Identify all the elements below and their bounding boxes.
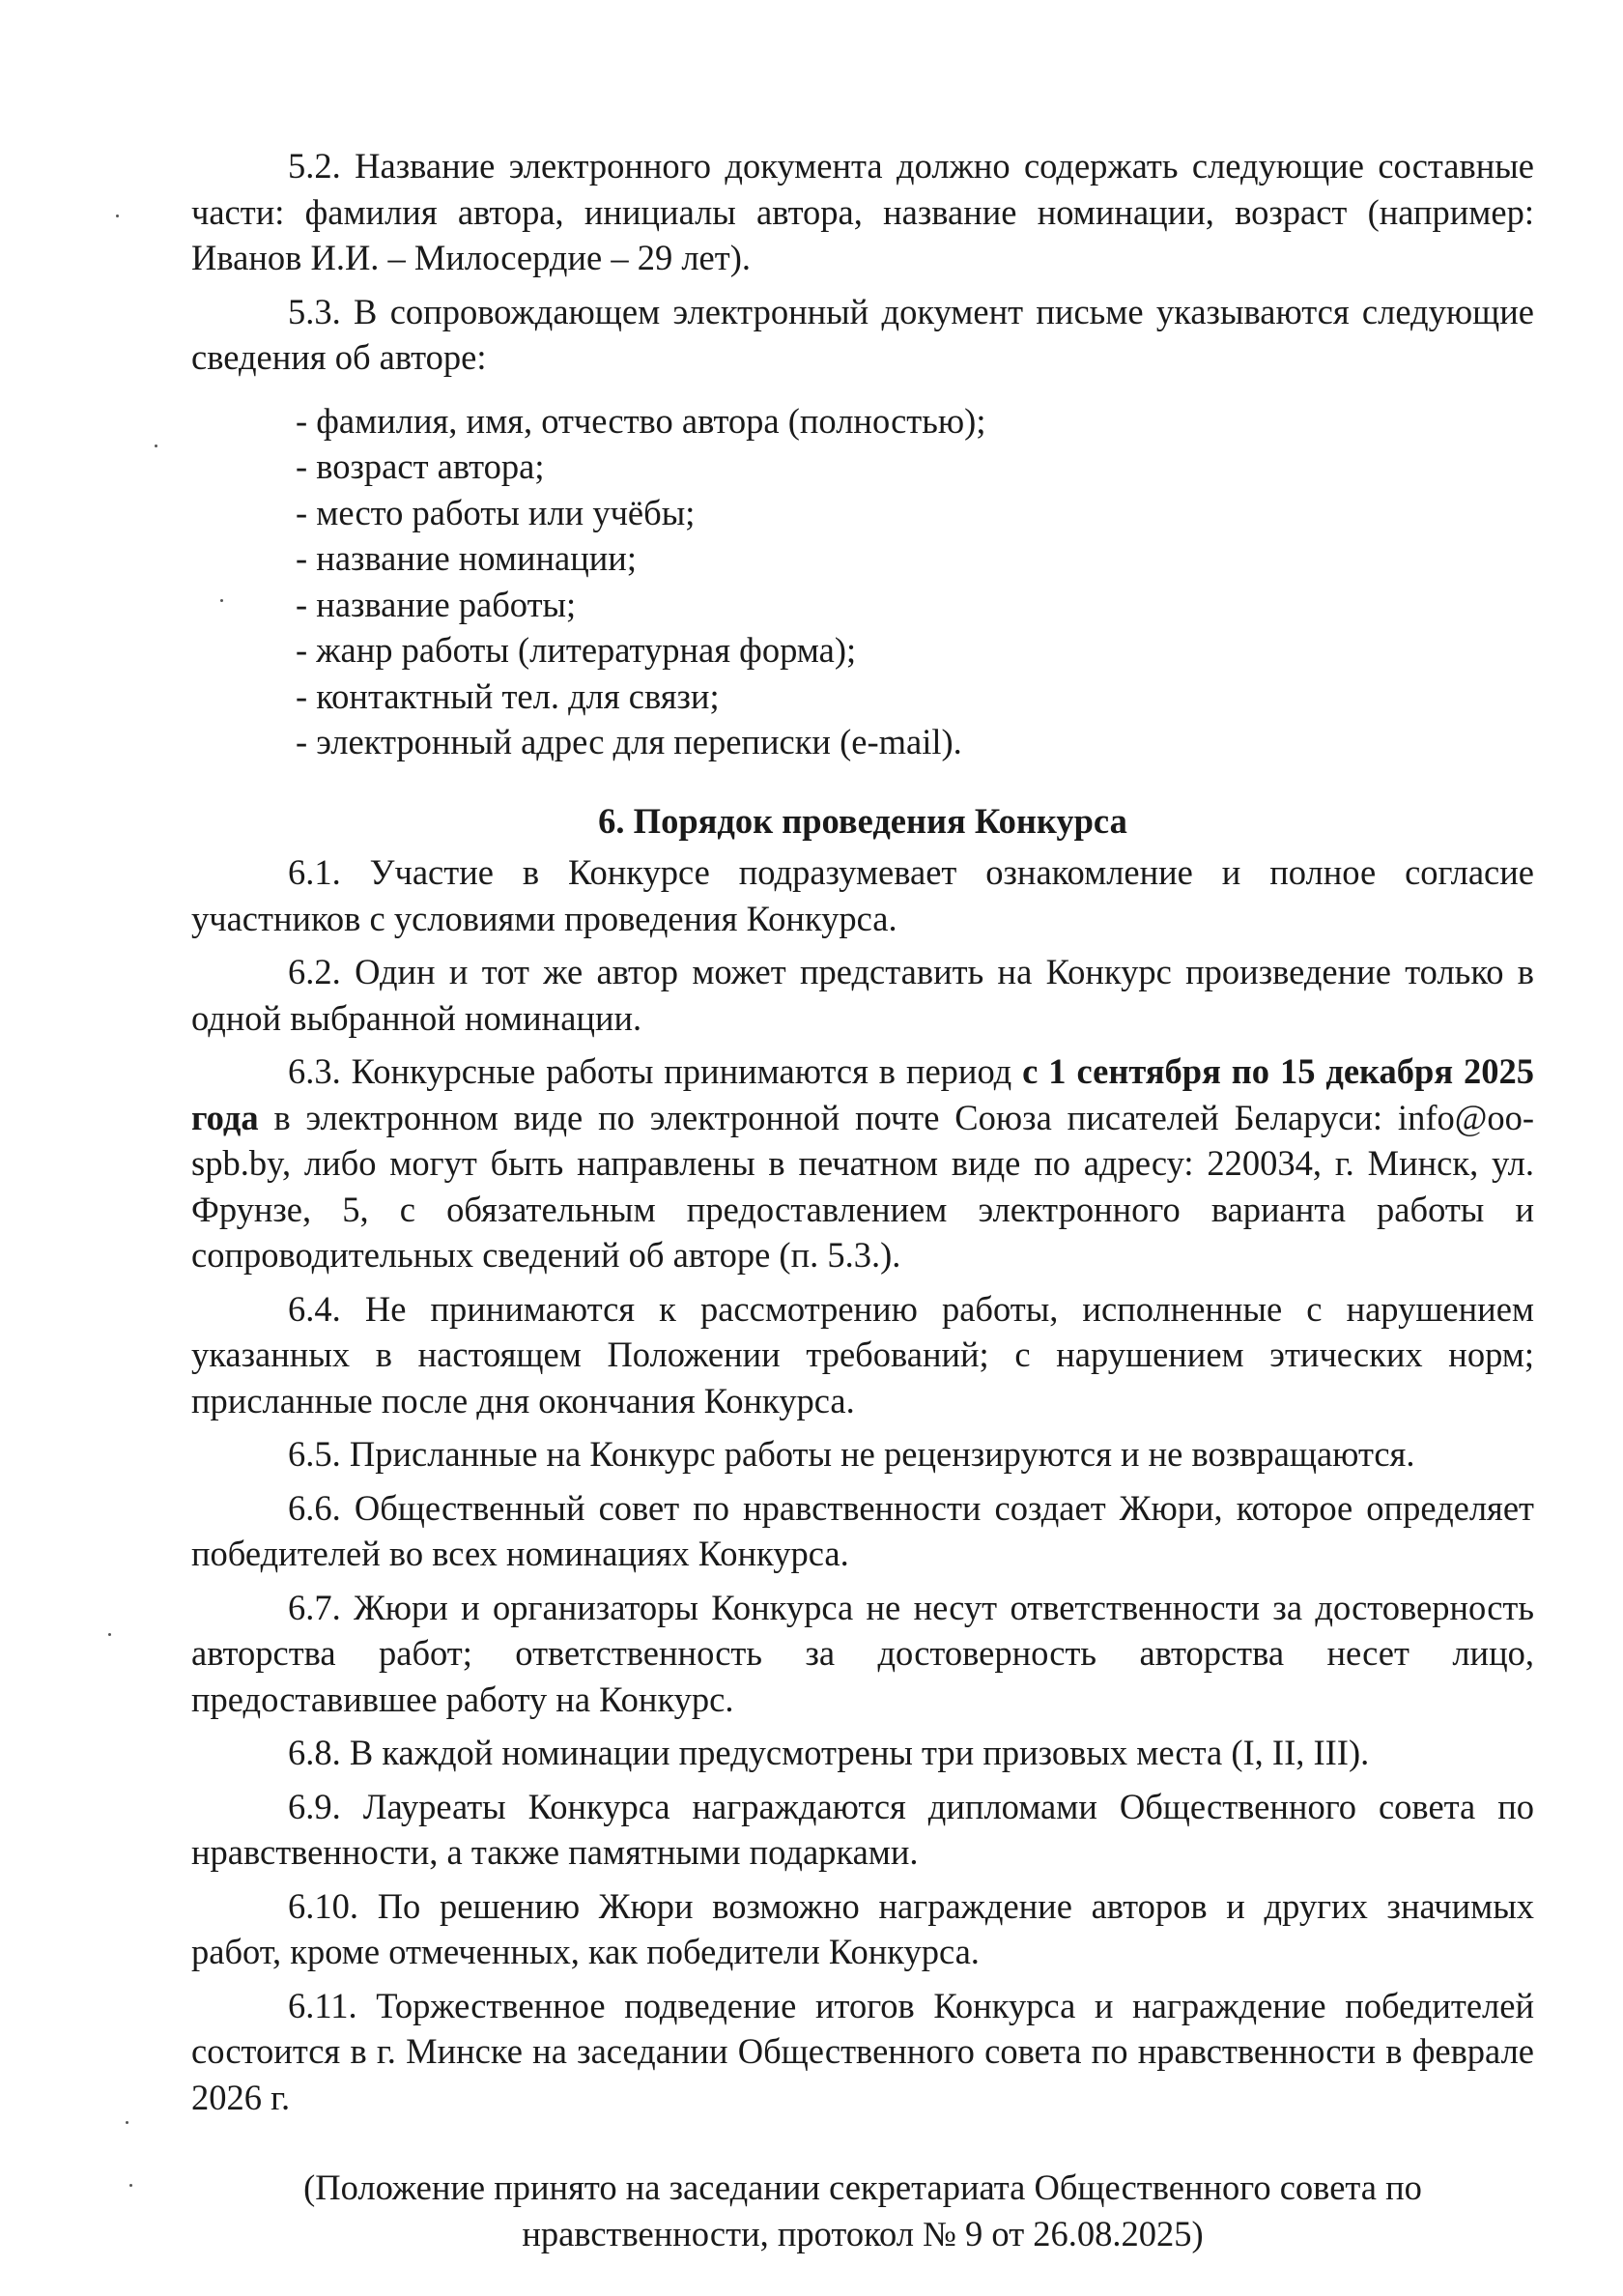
list-item: - фамилия, имя, отчество автора (полностью); <box>296 400 986 441</box>
scan-speck <box>155 445 157 447</box>
paragraph-5-3: 5.3. В сопровождающем электронный документ письме указываются следующие сведения об авторе: <box>191 291 1534 377</box>
paragraph-6-7: 6.7. Жюри и организаторы Конкурса не несут ответственности за достоверность авторства работ; ответственность за достоверность авторства несет лицо, предоставившее работу на Конкурс. <box>191 1587 1534 1719</box>
paragraph-6-3-start: 6.3. Конкурсные работы принимаются в период <box>288 1051 1023 1091</box>
paragraph-6-6: 6.6. Общественный совет по нравственности создает Жюри, которое определяет победителей во всех номинациях Конкурса. <box>191 1487 1534 1573</box>
scan-speck <box>129 2184 132 2187</box>
paragraph-6-1: 6.1. Участие в Конкурсе подразумевает ознакомление и полное согласие участников с условиями проведения Конкурса. <box>191 852 1534 938</box>
section-6-heading: 6. Порядок проведения Конкурса <box>598 800 1127 841</box>
list-item: - название номинации; <box>296 538 637 578</box>
list-item: - возраст автора; <box>296 446 545 486</box>
list-item: - жанр работы (литературная форма); <box>296 630 857 670</box>
scan-speck <box>108 1633 111 1636</box>
list-item: - место работы или учёбы; <box>296 492 696 532</box>
paragraph-6-5: 6.5. Присланные на Конкурс работы не рецензируются и не возвращаются. <box>288 1434 1415 1474</box>
paragraph-6-11: 6.11. Торжественное подведение итогов Конкурса и награждение победителей состоится в г. Минске на заседании Общественного совета по нравственности в феврале 2026 г. <box>191 1985 1534 2117</box>
paragraph-6-3 <box>191 1048 1534 1278</box>
adoption-note: (Положение принято на заседании секретариата Общественного совета по нравственности, протокол № 9 от 26.08.2025) <box>303 2167 1422 2253</box>
submission-period: с 1 сентября по 15 декабря 2025 года <box>191 1051 1534 1137</box>
list-item: - электронный адрес для переписки (e-mail). <box>296 722 962 761</box>
author-info-list <box>296 398 1534 765</box>
list-item: - контактный тел. для связи; <box>296 675 720 716</box>
scan-speck <box>220 599 223 602</box>
paragraph-6-9: 6.9. Лауреаты Конкурса награждаются дипломами Общественного совета по нравственности, а также памятными подарками. <box>191 1786 1534 1872</box>
paragraph-6-2: 6.2. Один и тот же автор может представить на Конкурс произведение только в одной выбранной номинации. <box>191 952 1534 1038</box>
paragraph-6-10: 6.10. По решению Жюри возможно награждение авторов и других значимых работ, кроме отмеченных, как победители Конкурса. <box>191 1885 1534 1971</box>
paragraph-6-4: 6.4. Не принимаются к рассмотрению работы, исполненные с нарушением указанных в настоящем Положении требований; с нарушением этических норм; присланные после дня окончания Конкурса. <box>191 1288 1534 1421</box>
scan-speck <box>126 2121 128 2124</box>
scan-speck <box>116 215 119 217</box>
list-item: - название работы; <box>296 584 577 624</box>
paragraph-6-3-end: в электронном виде по электронной почте Союза писателей Беларуси: info@oo-spb.by, либо могут быть направлены в печатном виде по адресу: 220034, г. Минск, ул. Фрунзе, 5, с обязательным предоставлением электронного варианта работы и сопроводительных сведений об авторе (п. 5.3.). <box>191 1097 1534 1275</box>
paragraph-6-8: 6.8. В каждой номинации предусмотрены три призовых места (I, II, III). <box>288 1733 1370 1772</box>
document-page <box>191 143 1534 2256</box>
paragraph-5-2: 5.2. Название электронного документа должно содержать следующие составные части: фамилия автора, инициалы автора, название номинации, возраст (например: Иванов И.И. – Милосердие – 29 лет). <box>191 146 1534 277</box>
